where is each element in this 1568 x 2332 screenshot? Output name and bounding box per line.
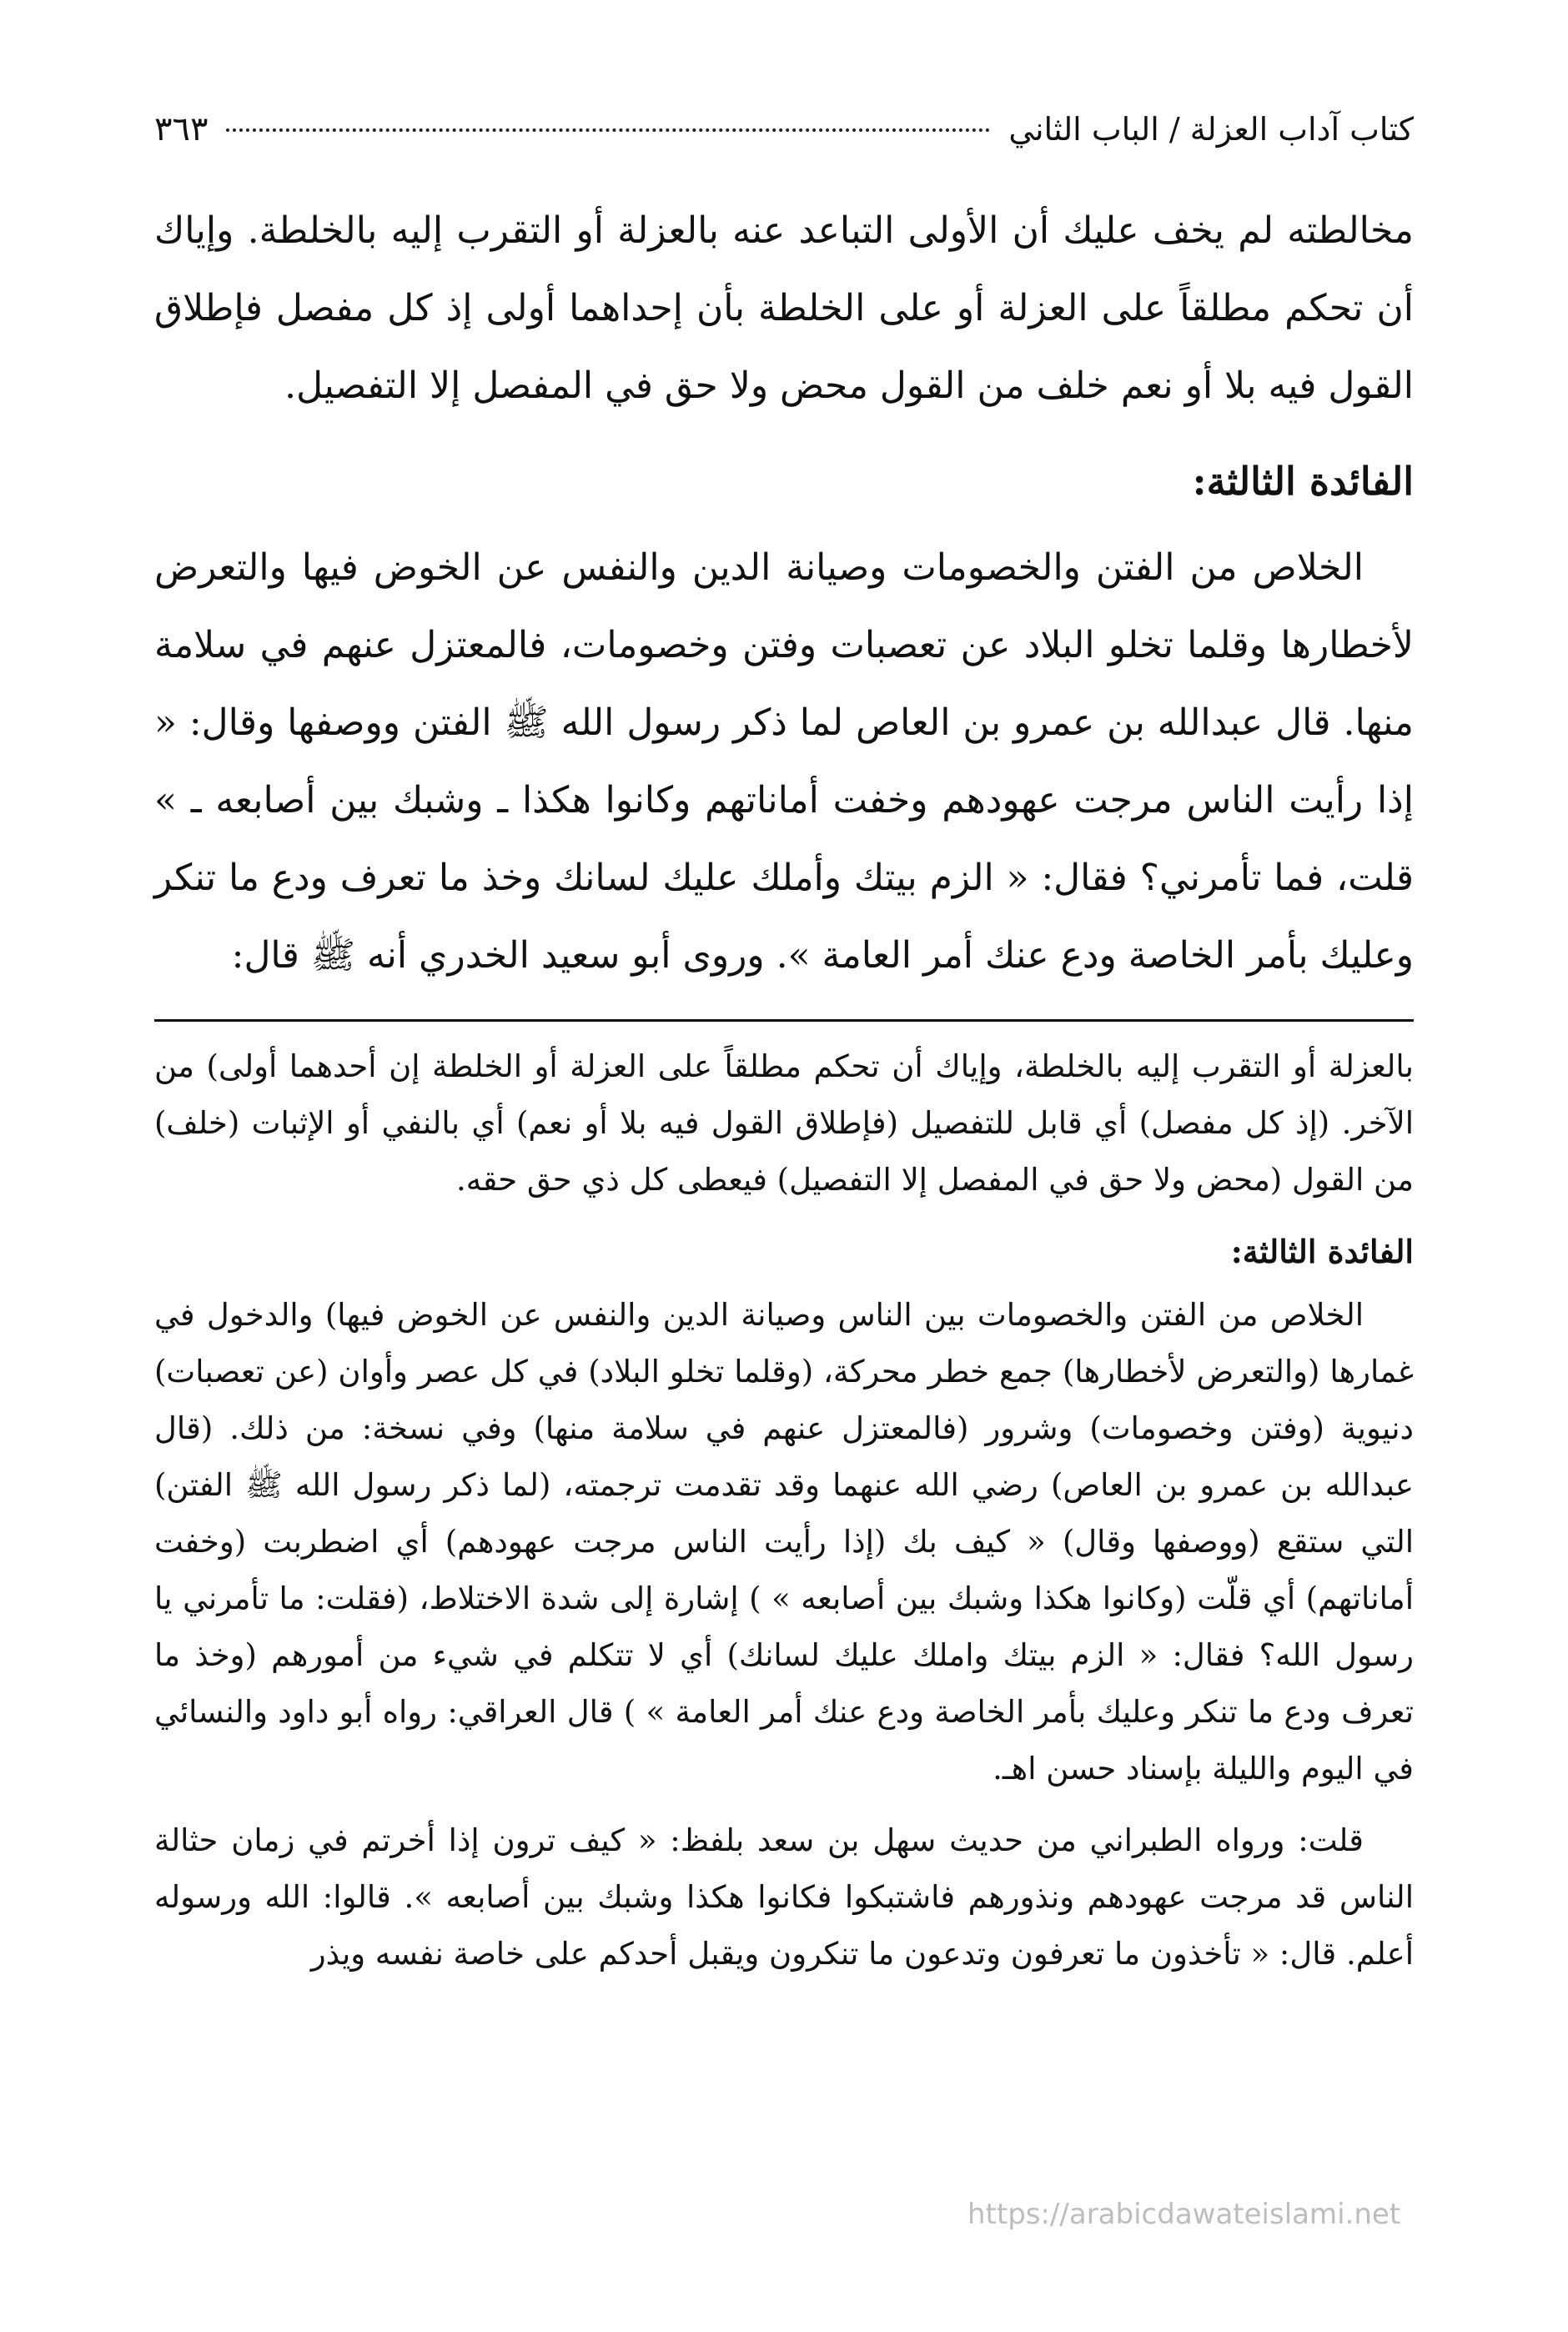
commentary-paragraph-3: قلت: ورواه الطبراني من حديث سهل بن سعد بلفظ: « كيف ترون إذا أخرتم في زمان حثالة الناس قد مرجت عهودهم ونذورهم فاشتبكوا فكانوا هكذا وشبك بين أصابعه ». قالوا: الله ورسوله أعلم. قال: « تأخذون ما تعرفون وتدعون ما تنكرون ويقبل أحدكم على خاصة نفسه ويذر [154,1822,1414,1972]
commentary-paragraph-1: بالعزلة أو التقرب إليه بالخلطة، وإياك أن تحكم مطلقاً على العزلة أو الخلطة إن أحدهما أولى) من الآخر. (إذ كل مفصل) أي قابل للتفصيل (فإطلاق القول فيه بلا أو نعم) أي بالنفي أو الإثبات (خلف) من القول (محض ولا حق في المفصل إلا التفصيل) فيعطى كل ذي حق حقه. [154,1048,1414,1198]
book-page [154,108,1414,1983]
watermark-url: https://arabicdawateislami.net [967,2198,1401,2231]
commentary [154,1038,1414,1983]
main-paragraph-2: الخلاص من الفتن والخصومات وصيانة الدين والنفس عن الخوض فيها والتعرض لأخطارها وقلما تخلو البلاد عن تعصبات وفتن وخصومات، فالمعتزل عنهم في سلامة منها. قال عبدالله بن عمرو بن العاص لما ذكر رسول الله ﷺ الفتن ووصفها وقال: « إذا رأيت الناس مرجت عهودهم وخفت أماناتهم وكانوا هكذا ـ وشبك بين أصابعه ـ » قلت، فما تأمرني؟ فقال: « الزم بيتك وأملك عليك لسانك وخذ ما تعرف ودع ما تنكر وعليك بأمر الخاصة ودع عنك أمر العامة ». وروى أبو سعيد الخدري أنه ﷺ قال: [154,546,1415,977]
main-paragraph-1: مخالطته لم يخف عليك أن الأولى التباعد عنه بالعزلة أو التقرب إليه بالخلطة. وإياك أن تحكم مطلقاً على العزلة أو على الخلطة بأن إحداهما أولى إذ كل مفصل فإطلاق القول فيه بلا أو نعم خلف من القول محض ولا حق في المفصل إلا التفصيل. [154,209,1414,407]
leader-dots [226,128,990,132]
running-title: كتاب آداب العزلة / الباب الثاني [1008,111,1414,148]
page-number: ٣٦٣ [154,110,209,148]
footnote-divider [154,1019,1414,1022]
main-text [154,192,1414,994]
running-head [154,108,1414,158]
section-heading: الفائدة الثالثة: [1192,459,1414,504]
commentary-paragraph-2: الخلاص من الفتن والخصومات بين الناس وصيانة الدين والنفس عن الخوض فيها) والدخول في غمارها (والتعرض لأخطارها) جمع خطر محركة، (وقلما تخلو البلاد) في كل عصر وأوان (عن تعصبات) دنيوية (وفتن وخصومات) وشرور (فالمعتزل عنهم في سلامة منها) وفي نسخة: من ذلك. (قال عبدالله بن عمرو بن العاص) رضي الله عنهما وقد تقدمت ترجمته، (لما ذكر رسول الله ﷺ الفتن) التي ستقع (ووصفها وقال) « كيف بك (إذا رأيت الناس مرجت عهودهم) أي اضطربت (وخفت أماناتهم) أي قلّت (وكانوا هكذا وشبك بين أصابعه » ) إشارة إلى شدة الاختلاط، (فقلت: ما تأمرني يا رسول الله؟ فقال: « الزم بيتك واملك عليك لسانك) أي لا تتكلم في شيء من أمورهم (وخذ ما تعرف ودع ما تنكر وعليك بأمر الخاصة ودع عنك أمر العامة » ) قال العراقي: رواه أبو داود والنسائي في اليوم والليلة بإسناد حسن اهـ. [154,1297,1414,1787]
commentary-heading: الفائدة الثالثة: [1230,1233,1414,1270]
